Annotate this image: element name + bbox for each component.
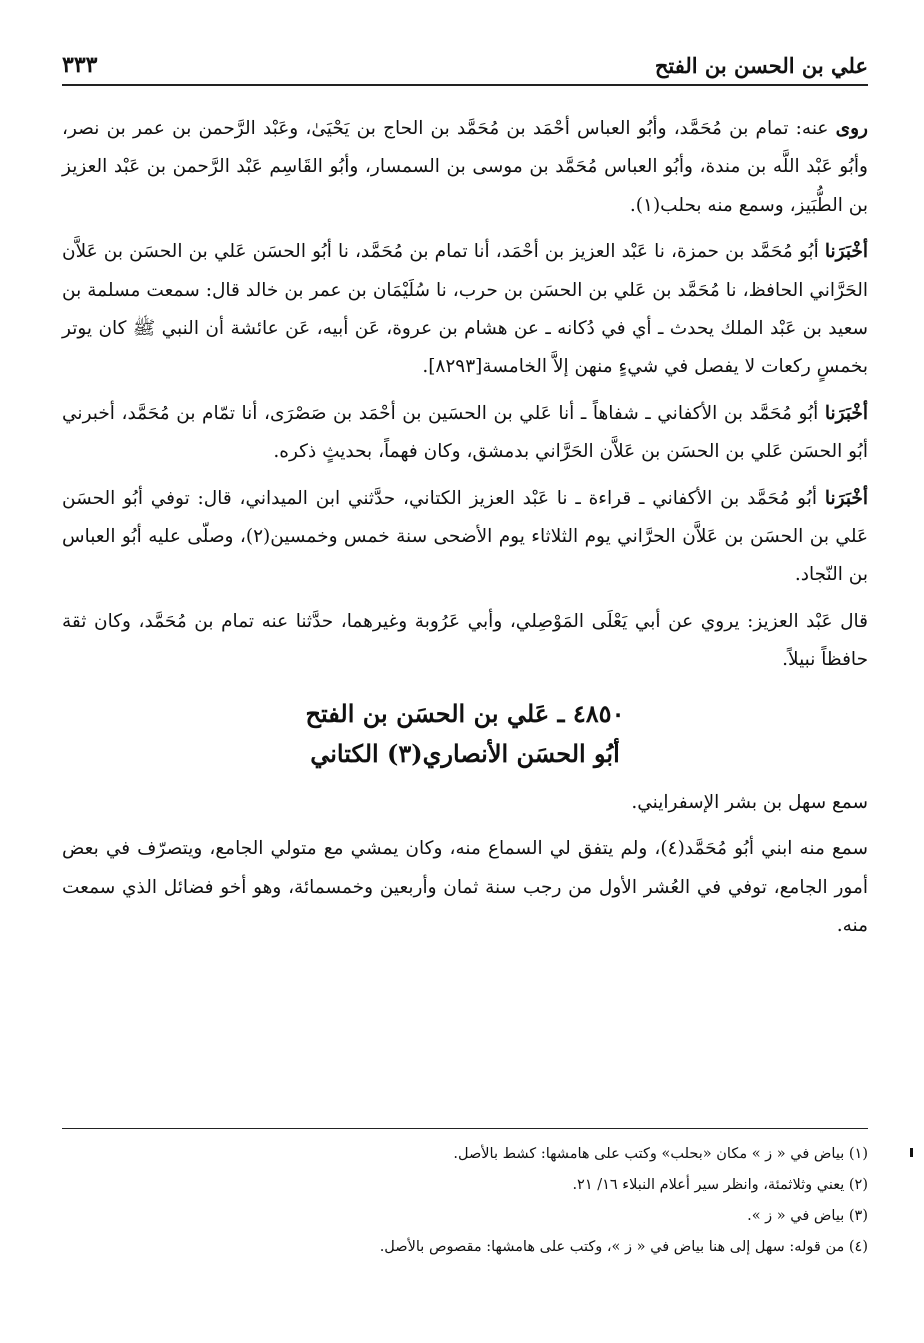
- paragraph-text: أبُو مُحَمَّد بن حمزة، نا عَبْد العزيز بن أحْمَد، أنا تمام بن مُحَمَّد، نا أبُو الحسَن عَلي بن الحسَن بن عَلاَّن الحَرَّاني الحافظ، نا مُحَمَّد بن عَلي بن الحسَن بن حرب، نا سُلَيْمَان بن عمر بن خالد قال: سمعت مسلمة بن سعيد بن عَبْد الملك يحدث ـ أي في دُكانه ـ عن هشام بن عروة، عَن أبيه، عَن عائشة أن النبي ﷺ كان يوتر بخمسٍ ركعات لا يفصل في شيءٍ منهن إلاَّ الخامسة[٨٢٩٣].: [62, 241, 868, 378]
- running-title: علي بن الحسن بن الفتح: [654, 53, 868, 78]
- page-number: ٣٣٣: [62, 52, 98, 78]
- paragraph-lead-word: أخْبَرَنا: [824, 241, 868, 263]
- running-header: [62, 52, 868, 86]
- entry-paragraph: سمع منه ابني أبُو مُحَمَّد(٤)، ولم يتفق لي السماع منه، وكان يمشي مع متولي الجامع، ويتصرّف في بعض أمور الجامع، توفي في العُشر الأول من رجب سنة ثمان وأربعين وخمسمائة، وهو أخو فضائل الذي سمعت منه.: [62, 838, 868, 936]
- footnote: (٢) يعني وثلاثمئة، وانظر سير أعلام النبلاء ١٦/ ٢١.: [572, 1177, 868, 1193]
- footnote: (١) بياض في « ز » مكان «بحلب» وكتب على هامشها: كشط بالأصل.: [453, 1146, 868, 1162]
- paragraph-text: أبُو مُحَمَّد بن الأكفاني ـ قراءة ـ نا عَبْد العزيز الكتاني، حدَّثني ابن الميداني، قال: توفي أبُو الحسَن عَلي بن الحسَن بن عَلاَّن الحرَّاني يوم الثلاثاء يوم الأضحى سنة خمس وخمسين(٢)، وصلّى عليه أبُو العباس بن النّجاد.: [62, 487, 868, 586]
- paragraph: [62, 395, 868, 472]
- entry-paragraph: سمع سهل بن بشر الإسفرايني.: [631, 791, 868, 813]
- footnote: (٣) بياض في « ز ».: [747, 1208, 868, 1224]
- paragraph-lead-word: أخْبَرَنا: [824, 402, 868, 424]
- paragraph: [62, 110, 868, 225]
- entry-heading: [62, 694, 868, 774]
- margin-mark: [910, 1148, 913, 1157]
- paragraph-lead-word: روى: [835, 118, 868, 139]
- paragraph-text: أبُو مُحَمَّد بن الأكفاني ـ شفاهاً ـ أنا عَلي بن الحسَين بن أحْمَد بن صَصْرَى، أنا تمّام بن مُحَمَّد، أخبرني أبُو الحسَن عَلي بن الحسَن بن عَلاَّن الحَرَّاني بدمشق، وكان فهماً، بحديثٍ ذكره.: [62, 402, 868, 463]
- paragraph-text: قال عَبْد العزيز: يروي عن أبي يَعْلَى المَوْصِلي، وأبي عَرُوبة وغيرهما، حدَّثنا عنه تمام بن مُحَمَّد، وكان ثقة حافظاً نبيلاً.: [62, 610, 868, 671]
- paragraph-text: عنه: تمام بن مُحَمَّد، وأبُو العباس أحْمَد بن مُحَمَّد بن الحاج بن يَحْيَىٰ، وعَبْد الرَّحمن بن عمر بن نصر، وأبُو عَبْد اللَّه بن مندة، وأبُو العباس مُحَمَّد بن موسى بن السمسار، وأبُو القَاسِم عَبْد الرَّحمن بن عَبْد العزيز بن الطُّبَيز، وسمع منه بحلب(١).: [62, 118, 868, 216]
- paragraph: [62, 233, 868, 387]
- page: [62, 52, 868, 953]
- paragraph-lead-word: أخْبَرَنا: [824, 487, 868, 509]
- paragraph: [62, 603, 868, 680]
- main-text: [62, 110, 868, 945]
- paragraph: [62, 480, 868, 595]
- entry-heading-line2: أبُو الحسَن الأنصاري(٣) الكتاني: [310, 738, 620, 768]
- footnotes: [62, 1128, 868, 1263]
- footnote: (٤) من قوله: سهل إلى هنا بياض في « ز »، وكتب على هامشها: مقصوص بالأصل.: [379, 1239, 868, 1255]
- entry-heading-line1: ٤٨٥٠ ـ عَلي بن الحسَن بن الفتح: [305, 698, 625, 728]
